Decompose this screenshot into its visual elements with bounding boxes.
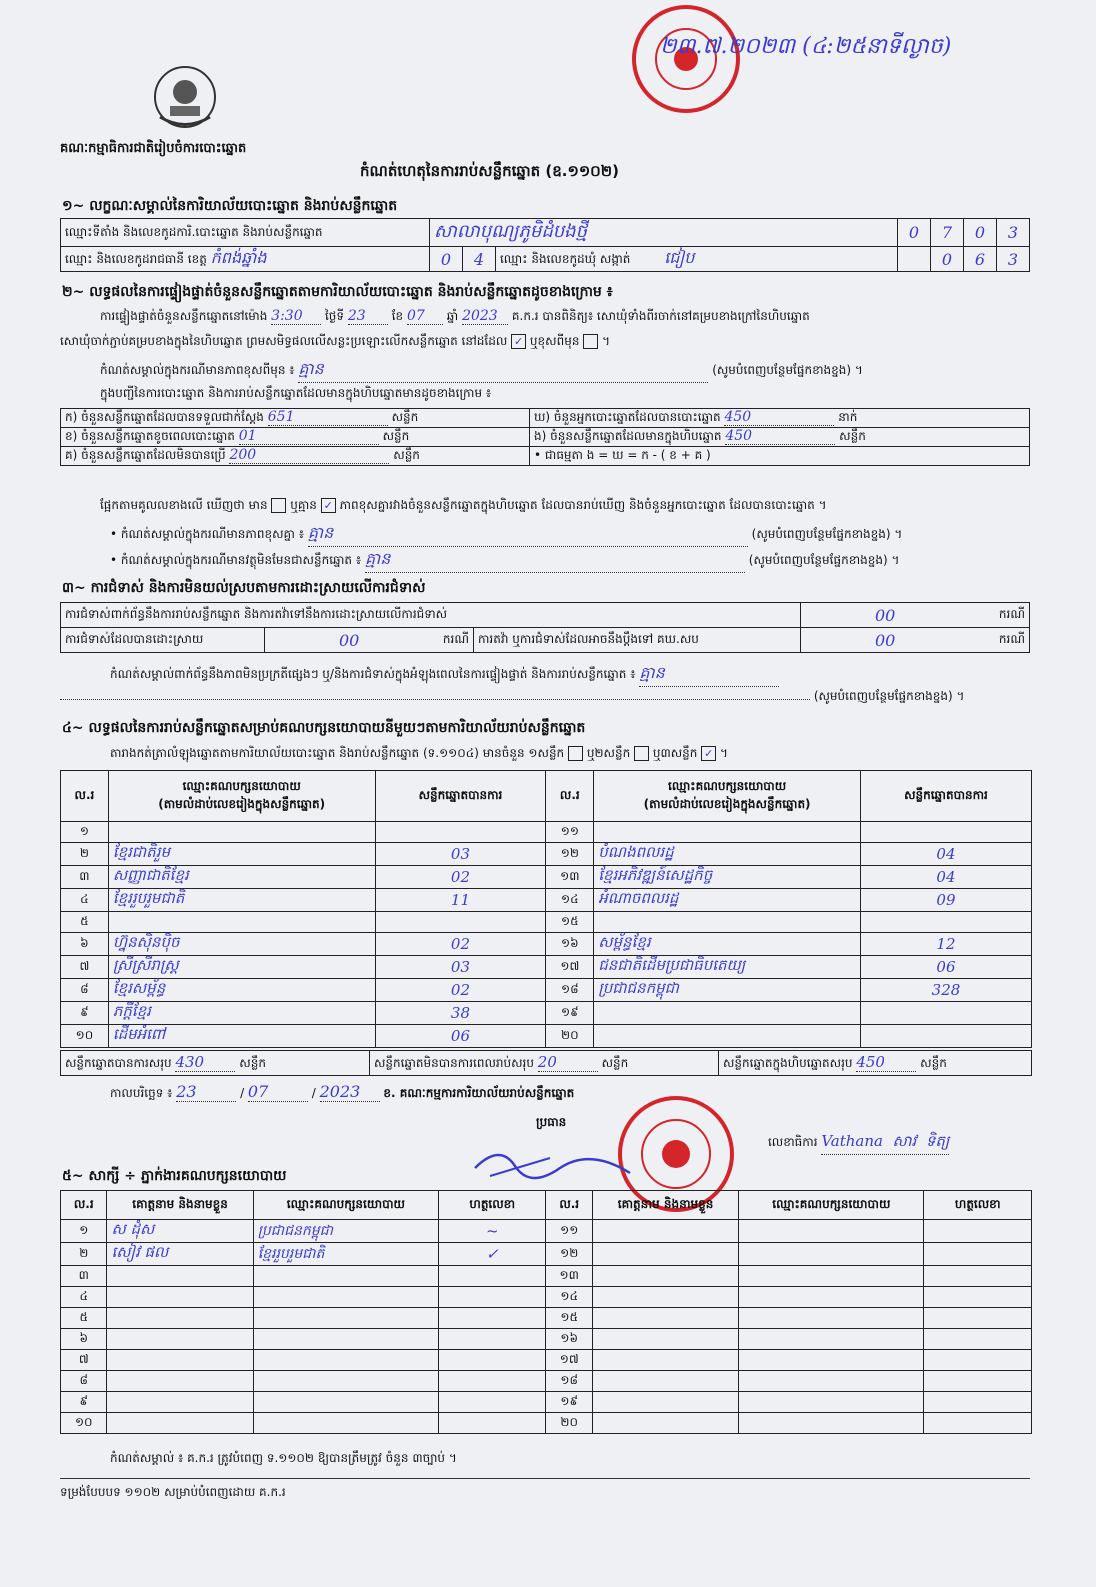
col-votes-right: សន្លឹកឆ្នោតបានការ <box>860 771 1031 822</box>
formula: • ជាធម្មតា ង = ឃ = ក - ( ខ + គ ) <box>534 448 711 462</box>
voters-count: 450 <box>724 409 834 426</box>
witness-party-cell <box>253 1371 438 1392</box>
table-row <box>61 1392 1032 1413</box>
result-no-cell: ១៤ <box>546 889 594 912</box>
result-no-cell: ៧ <box>61 956 109 979</box>
changed-checkbox[interactable] <box>583 334 598 349</box>
result-votes-cell: 328 <box>860 979 1031 1002</box>
commune-code-3: 3 <box>997 247 1030 272</box>
result-party-cell: ហ្វ៊ុនស៊ិនប៉ិច <box>108 933 375 956</box>
witness-sign-cell <box>924 1392 1032 1413</box>
section5-title: ៥~ សាក្សី ÷ ភ្នាក់ងារគណបក្សនយោបាយ <box>62 1168 287 1184</box>
table-row <box>61 1220 1032 1243</box>
non-ballot-note-line: • កំណត់សម្គាល់ក្នុងករណីមានវត្ថុមិនមែនជាសន្លឹកឆ្នោត ៖ គ្មាន (សូមបំពេញបន្ថែមផ្នែកខាងខ្នង) ។ <box>110 548 1030 573</box>
place-code-3: 0 <box>964 219 997 247</box>
invalid-total: 20 <box>538 1053 598 1072</box>
bottom-note: កំណត់សម្គាល់ ៖ គ.ក.រ ត្រូវបំពេញ ទ.១១០២ ឱ្យបានត្រឹមត្រូវ ចំនួន ៣ច្បាប់ ។ <box>110 1451 457 1465</box>
result-votes-cell: 02 <box>375 933 546 956</box>
commune-code-1: 0 <box>931 247 964 272</box>
witness-party-cell <box>739 1266 924 1287</box>
same-checkbox[interactable]: ✓ <box>511 334 526 349</box>
secretary-value: Vathana ​ សាវ ​ ទិត្យ <box>821 1132 949 1155</box>
commune-code-spacer <box>898 247 931 272</box>
objection-row1-value-cell: 00 ករណី <box>801 603 1030 628</box>
witness-sign-cell <box>439 1266 546 1287</box>
witness-no-cell: ៦ <box>61 1329 107 1350</box>
commune-label-cell: ឈ្មោះ និងលេខកូដឃុំ សង្កាត់ ជៀប <box>496 247 898 272</box>
verify-day: 23 <box>348 308 388 325</box>
stamp-annotation: ២៣.៧.២០២៣ (៤:២៥នាទីល្ងាច) <box>660 34 952 59</box>
witness-no-cell: ២០ <box>546 1413 592 1434</box>
date-day: 23 <box>176 1082 236 1102</box>
resolved-count: 00 <box>339 630 360 650</box>
witness-sign-cell <box>439 1329 546 1350</box>
objection-count: 00 <box>875 605 896 625</box>
appeal-count: 00 <box>875 630 896 650</box>
witness-sign-cell <box>924 1220 1032 1243</box>
table-row <box>61 1308 1032 1329</box>
table-row <box>61 933 1032 956</box>
col-no-left: ល.រ <box>61 771 109 822</box>
tally-sheet-line: តារាងកត់ត្រាលំឡុងឆ្នោតតាមការិយាល័យបោះឆ្នោត និងរាប់សន្លឹកឆ្នោត (ទ.១១០៤) មានចំនួន ១សន្លឹក ឬ២សន្លឹក ឬ៣សន្លឹក ✓ ។ <box>110 746 728 760</box>
table-row <box>61 1371 1032 1392</box>
result-votes-cell: 06 <box>860 956 1031 979</box>
date-line: កាលបរិច្ឆេទ ៖ 23 / 07 / 2023 ខ. គណៈកម្មការការិយាល័យរាប់សន្លឹកឆ្នោត <box>110 1082 575 1101</box>
result-votes-cell: 02 <box>375 866 546 889</box>
difference-note-value: គ្មាន <box>308 522 748 547</box>
witness-name-cell <box>107 1266 253 1287</box>
commune-value: ជៀប <box>664 248 695 267</box>
witness-party-cell <box>253 1392 438 1413</box>
witness-name-cell <box>107 1413 253 1434</box>
witness-sign-cell <box>924 1287 1032 1308</box>
witness-name-cell <box>592 1371 738 1392</box>
result-party-cell <box>594 822 861 843</box>
result-no-cell: ៣ <box>61 866 109 889</box>
ballots-in-box: 450 <box>725 428 835 445</box>
witness-party-cell <box>739 1287 924 1308</box>
table-row <box>61 889 1032 912</box>
appeal-value-cell: 00 ករណី <box>801 628 1030 653</box>
result-party-cell: ស្រីស្រីរាស្ត្រ <box>108 956 375 979</box>
difference-note-line: • កំណត់សម្គាល់ក្នុងករណីមានភាពខុសគ្នា ៖ គ្មាន (សូមបំពេញបន្ថែមផ្នែកខាងខ្នង) ។ <box>110 522 1030 547</box>
verify-time: 3:30 <box>271 308 321 325</box>
result-no-cell: ៩ <box>61 1002 109 1025</box>
seal-note-value: គ្មាន <box>298 358 708 383</box>
witness-sign-cell: ~ <box>439 1220 546 1243</box>
witness-name-cell: សៀវ ផល <box>107 1243 253 1266</box>
result-no-cell: ១៦ <box>546 933 594 956</box>
province-code-2: 4 <box>463 247 496 272</box>
result-votes-cell: 11 <box>375 889 546 912</box>
witness-no-cell: ១៩ <box>546 1392 592 1413</box>
w-col-no-right: ល.រ <box>546 1191 592 1220</box>
table-row <box>61 866 1032 889</box>
witness-name-cell <box>592 1308 738 1329</box>
table-row <box>61 956 1032 979</box>
unused-ballots: 200 <box>229 447 389 464</box>
result-party-cell: ភក្ដីខ្មែរ <box>108 1002 375 1025</box>
witness-sign-cell <box>439 1371 546 1392</box>
chair-label: ប្រធាន <box>536 1115 567 1129</box>
witness-party-cell <box>253 1350 438 1371</box>
witness-party-cell <box>739 1392 924 1413</box>
chair-signature <box>470 1138 640 1192</box>
witness-no-cell: ១១ <box>546 1220 592 1243</box>
irregularity-note-line2: (សូមបំពេញបន្ថែមផ្នែកខាងខ្នង) ។ <box>60 688 1030 706</box>
witness-no-cell: ៧ <box>61 1350 107 1371</box>
place-code-2: 7 <box>931 219 964 247</box>
col-party-left: ឈ្មោះគណបក្សនយោបាយ (តាមលំដាប់លេខរៀងក្នុងសន្លឹកឆ្នោត) <box>108 771 375 822</box>
result-party-cell: ប្រជាជនកម្ពុជា <box>594 979 861 1002</box>
date-year: 2023 <box>320 1082 380 1102</box>
witness-party-cell <box>253 1266 438 1287</box>
col-party-right: ឈ្មោះគណបក្សនយោបាយ (តាមលំដាប់លេខរៀងក្នុងសន្លឹកឆ្នោត) <box>594 771 861 822</box>
table-row <box>61 1025 1032 1048</box>
result-no-cell: ៤ <box>61 889 109 912</box>
witness-no-cell: ១០ <box>61 1413 107 1434</box>
witness-sign-cell <box>439 1392 546 1413</box>
result-votes-cell <box>860 912 1031 933</box>
witness-name-cell <box>107 1308 253 1329</box>
result-party-cell: អំណាចពលរដ្ឋ <box>594 889 861 912</box>
result-no-cell: ២០ <box>546 1025 594 1048</box>
witness-party-cell <box>739 1308 924 1329</box>
result-votes-cell: 12 <box>860 933 1031 956</box>
witness-name-cell <box>592 1266 738 1287</box>
result-no-cell: ៨ <box>61 979 109 1002</box>
result-no-cell: ១៩ <box>546 1002 594 1025</box>
objection-table <box>60 602 1030 653</box>
result-votes-cell <box>860 1002 1031 1025</box>
footer-divider <box>60 1478 1030 1479</box>
place-code-4: 3 <box>997 219 1030 247</box>
org-name: គណៈកម្មាធិការជាតិរៀបចំការបោះឆ្នោត <box>60 141 247 156</box>
lock-line: សោឃុំចាក់ភ្ជាប់គម្របខាងក្នុងនៃហិបឆ្នោត ព្រមសមិទ្ធផលលើសន្លះប្រឡោះលើកសន្លឹកឆ្នោត នៅដដែល ✓ ឬខុសពីមុន ។ <box>60 334 610 348</box>
footer-form-id: ទម្រង់បែបបទ ១១០២ សម្រាប់បំពេញដោយ គ.ក.រ <box>60 1485 286 1499</box>
totals-table: សន្លឹកឆ្នោតបានការសរុប 430 សន្លឹក សន្លឹកឆ្នោតមិនបានការពេលរាប់សរុប 20 សន្លឹក សន្លឹកឆ្នោតក្នុងហិបឆ្នោតសរុប 450 សន្លឹក <box>60 1050 1032 1076</box>
result-votes-cell <box>375 912 546 933</box>
commune-code-2: 6 <box>964 247 997 272</box>
witness-party-cell <box>739 1413 924 1434</box>
result-party-cell: ខ្មែររួបរួមជាតិ <box>108 889 375 912</box>
witness-no-cell: ៥ <box>61 1308 107 1329</box>
result-party-cell <box>108 912 375 933</box>
irregularity-note-line: កំណត់សម្គាល់ពាក់ព័ន្ធនឹងភាពមិនប្រក្រតីផ្សេងៗ ឬ/និងការជំទាស់ក្នុងអំឡុងពេលនៃការផ្ទៀងផ្ទាត់ និងការរាប់សន្លឹកឆ្នោត ៖ គ្មាន <box>110 662 1030 687</box>
witness-party-cell <box>253 1413 438 1434</box>
ballot-row: ខ) ចំនួនសន្លឹកឆ្នោតខូចពេលបោះឆ្នោត 01 សន្លឹក ង) ចំនួនសន្លឹកឆ្នោតដែលមានក្នុងហិបឆ្នោត 450 សន្លឹក <box>61 428 1030 447</box>
result-votes-cell <box>860 822 1031 843</box>
witness-no-cell: ១៧ <box>546 1350 592 1371</box>
result-party-cell: បំណងពលរដ្ឋ <box>594 843 861 866</box>
witness-no-cell: ៤ <box>61 1287 107 1308</box>
place-value: សាលាបុណ្យភូមិដំបងថ្មី <box>430 219 898 247</box>
witness-no-cell: ៨ <box>61 1371 107 1392</box>
witness-party-cell <box>739 1371 924 1392</box>
place-label: ឈ្មោះទីតាំង និងលេខកូដការិ.បោះឆ្នោត និងរាប់សន្លឹកឆ្នោត <box>61 219 430 247</box>
witness-sign-cell <box>924 1266 1032 1287</box>
witness-sign-cell <box>439 1308 546 1329</box>
col-votes-left: សន្លឹកឆ្នោតបានការ <box>375 771 546 822</box>
valid-total: 430 <box>175 1053 235 1072</box>
irregularity-note-value: គ្មាន <box>639 662 779 687</box>
witness-no-cell: ១៤ <box>546 1287 592 1308</box>
witness-party-cell <box>253 1329 438 1350</box>
table-row <box>61 1329 1032 1350</box>
form-title: កំណត់ហេតុនៃការរាប់សន្លឹកឆ្នោត (ឧ.១១០២) <box>360 162 620 180</box>
spoiled-ballots: 01 <box>239 428 379 445</box>
table-row <box>61 1350 1032 1371</box>
witness-sign-cell <box>439 1413 546 1434</box>
witness-sign-cell <box>924 1308 1032 1329</box>
section3-title: ៣~ ការជំទាស់ និងការមិនយល់ស្របតាមការដោះស្រាយលើការជំទាស់ <box>62 580 426 596</box>
witness-name-cell: ស ដុំស <box>107 1220 253 1243</box>
witness-no-cell: ១៦ <box>546 1329 592 1350</box>
table-row <box>61 979 1032 1002</box>
result-party-cell <box>594 1002 861 1025</box>
witness-sign-cell <box>439 1350 546 1371</box>
witness-name-cell <box>107 1371 253 1392</box>
w-col-name-right: គោត្តនាម និងនាមខ្លួន <box>592 1191 738 1220</box>
table-row <box>61 822 1032 843</box>
no-difference-checkbox[interactable]: ✓ <box>321 498 336 513</box>
result-no-cell: ១៥ <box>546 912 594 933</box>
witness-party-cell <box>253 1308 438 1329</box>
result-no-cell: ៥ <box>61 912 109 933</box>
secretary-line: លេខាធិការ Vathana ​ សាវ ​ ទិត្យ <box>768 1132 949 1155</box>
result-no-cell: ១ <box>61 822 109 843</box>
witness-party-cell <box>739 1243 924 1266</box>
witness-party-cell: ប្រជាជនកម្ពុជា <box>253 1220 438 1243</box>
result-party-cell: សញ្ញាជាតិខ្មែរ <box>108 866 375 889</box>
witness-sign-cell <box>924 1350 1032 1371</box>
result-votes-cell <box>860 1025 1031 1048</box>
result-no-cell: ២ <box>61 843 109 866</box>
result-votes-cell: 38 <box>375 1002 546 1025</box>
result-votes-cell <box>375 822 546 843</box>
table-row <box>61 1002 1032 1025</box>
result-party-cell: សម្ព័ន្ធខ្មែរ <box>594 933 861 956</box>
table-row <box>61 1413 1032 1434</box>
witness-name-cell <box>592 1243 738 1266</box>
witness-table <box>60 1190 1032 1434</box>
objection-row1-label: ការជំទាស់ពាក់ព័ន្ធនឹងការរាប់សន្លឹកឆ្នោត និងការតវ៉ាទៅនឹងការដោះស្រាយលើការជំទាស់ <box>61 603 801 628</box>
verification-line: ការផ្ទៀងផ្ទាត់ចំនួនសន្លឹកឆ្នោតនៅម៉ោង 3:30 ថ្ងៃទី 23 ខែ 07 ឆ្នាំ 2023 គ.ក.រ បានពិនិត្យ៖ សោឃុំទាំងពីរចាក់នៅគម្របខាងក្រៅនៃហិបឆ្នោត <box>100 308 810 324</box>
result-party-cell <box>108 822 375 843</box>
section2-title: ២~ លទ្ធផលនៃការផ្ទៀងផ្ទាត់ចំនួនសន្លឹកឆ្នោតតាមការិយាល័យបោះឆ្នោត និងរាប់សន្លឹកឆ្នោតដូចខាងក្រោម ៖ <box>62 284 613 300</box>
witness-name-cell <box>592 1392 738 1413</box>
w-col-party-right: ឈ្មោះគណបក្សនយោបាយ <box>739 1191 924 1220</box>
result-no-cell: ១២ <box>546 843 594 866</box>
result-votes-cell: 06 <box>375 1025 546 1048</box>
result-party-cell: ដើមអំពៅ <box>108 1025 375 1048</box>
witness-sign-cell <box>924 1243 1032 1266</box>
witness-no-cell: ៣ <box>61 1266 107 1287</box>
w-col-name-left: គោត្តនាម និងនាមខ្លួន <box>107 1191 253 1220</box>
witness-no-cell: ១៨ <box>546 1371 592 1392</box>
two-sheet-checkbox[interactable] <box>634 746 649 761</box>
date-month: 07 <box>248 1082 308 1102</box>
place-code-1: 0 <box>898 219 931 247</box>
result-votes-cell: 09 <box>860 889 1031 912</box>
witness-name-cell <box>592 1220 738 1243</box>
witness-no-cell: ២ <box>61 1243 107 1266</box>
witness-party-cell <box>739 1220 924 1243</box>
national-emblem <box>150 62 220 132</box>
witness-party-cell <box>739 1350 924 1371</box>
result-votes-cell: 02 <box>375 979 546 1002</box>
has-difference-checkbox[interactable] <box>271 498 286 513</box>
result-no-cell: ១១ <box>546 822 594 843</box>
witness-sign-cell <box>924 1413 1032 1434</box>
province-code-1: 0 <box>430 247 463 272</box>
witness-name-cell <box>592 1413 738 1434</box>
result-no-cell: ១៨ <box>546 979 594 1002</box>
table-row <box>61 1243 1032 1266</box>
result-no-cell: ៦ <box>61 933 109 956</box>
result-no-cell: ១៣ <box>546 866 594 889</box>
section1-title: ១~ លក្ខណៈសម្គាល់នៃការិយាល័យបោះឆ្នោត និងរាប់សន្លឹកឆ្នោត <box>62 198 398 214</box>
result-party-cell <box>594 1025 861 1048</box>
witness-sign-cell <box>924 1371 1032 1392</box>
witness-name-cell <box>592 1287 738 1308</box>
party-results-table <box>60 770 1032 1048</box>
province-value: កំពង់ឆ្នាំង <box>210 248 267 267</box>
non-ballot-note-value: គ្មាន <box>365 548 745 573</box>
result-votes-cell: 04 <box>860 843 1031 866</box>
seal-note-line: កំណត់សម្គាល់ក្នុងករណីមានភាពខុសពីមុន ៖ គ្មាន (សូមបំពេញបន្ថែមផ្នែកខាងខ្នង) ។ <box>100 358 1030 383</box>
province-label-cell: ឈ្មោះ និងលេខកូដរាជធានី ខេត្ត កំពង់ឆ្នាំង <box>61 247 430 272</box>
appeal-label: ការតវ៉ា ឬការជំទាស់ដែលអាចនឹងប្ដឹងទៅ គឃ.សប <box>474 628 801 653</box>
box-total: 450 <box>856 1053 916 1072</box>
resolved-value-cell: 00 ករណី <box>265 628 474 653</box>
result-party-cell: ខ្មែរជាតិរួម <box>108 843 375 866</box>
witness-no-cell: ១២ <box>546 1243 592 1266</box>
result-votes-cell: 03 <box>375 843 546 866</box>
witness-name-cell <box>107 1329 253 1350</box>
witness-sign-cell <box>439 1287 546 1308</box>
witness-name-cell <box>107 1287 253 1308</box>
witness-name-cell <box>592 1329 738 1350</box>
received-ballots: 651 <box>268 409 388 426</box>
witness-name-cell <box>107 1392 253 1413</box>
section1-table <box>60 218 1030 272</box>
result-party-cell: ជនជាតិដើមប្រជាធិបតេយ្យ <box>594 956 861 979</box>
witness-party-cell <box>253 1287 438 1308</box>
w-col-no-left: ល.រ <box>61 1191 107 1220</box>
result-party-cell: ខ្មែរអភិវឌ្ឍន៍សេដ្ឋកិច្ច <box>594 866 861 889</box>
ballot-count-table <box>60 408 1030 466</box>
w-col-party-left: ឈ្មោះគណបក្សនយោបាយ <box>253 1191 438 1220</box>
witness-no-cell: ១៥ <box>546 1308 592 1329</box>
witness-name-cell <box>592 1350 738 1371</box>
table-row <box>61 843 1032 866</box>
witness-no-cell: ១៣ <box>546 1266 592 1287</box>
resolved-label: ការជំទាស់ដែលបានដោះស្រាយ <box>61 628 265 653</box>
witness-no-cell: ១ <box>61 1220 107 1243</box>
w-col-sign-left: ហត្ថលេខា <box>439 1191 546 1220</box>
verify-year: 2023 <box>462 308 508 325</box>
ballot-row: ក) ចំនួនសន្លឹកឆ្នោតដែលបានទទួលជាក់ស្តែង 651 សន្លឹក ឃ) ចំនួនអ្នកបោះឆ្នោតដែលបានបោះឆ្នោត 450 នាក់ <box>61 409 1030 428</box>
table-row <box>61 912 1032 933</box>
table-row <box>61 1287 1032 1308</box>
w-col-sign-right: ហត្ថលេខា <box>924 1191 1032 1220</box>
list-intro: ក្នុងបញ្ជីនៃការបោះឆ្នោត និងការរាប់សន្លឹកឆ្នោតដែលមានក្នុងហិបឆ្នោតមានដូចខាងក្រោម ៖ <box>100 386 492 400</box>
witness-sign-cell <box>924 1329 1032 1350</box>
one-sheet-checkbox[interactable] <box>568 746 583 761</box>
col-no-right: ល.រ <box>546 771 594 822</box>
three-sheet-checkbox[interactable]: ✓ <box>701 746 716 761</box>
witness-name-cell <box>107 1350 253 1371</box>
result-no-cell: ១០ <box>61 1025 109 1048</box>
result-party-cell <box>594 912 861 933</box>
result-no-cell: ១៧ <box>546 956 594 979</box>
ballot-row: គ) ចំនួនសន្លឹកឆ្នោតដែលមិនបានប្រើ 200 សន្លឹក • ជាធម្មតា ង = ឃ = ក - ( ខ + គ ) <box>61 447 1030 466</box>
witness-party-cell <box>739 1329 924 1350</box>
result-votes-cell: 04 <box>860 866 1031 889</box>
section4-title: ៤~ លទ្ធផលនៃការរាប់សន្លឹកឆ្នោតសម្រាប់គណបក្សនយោបាយនីមួយៗតាមការិយាល័យរាប់សន្លឹកឆ្នោត <box>62 720 586 736</box>
witness-party-cell: ខ្មែររួបរួមជាតិ <box>253 1243 438 1266</box>
result-party-cell: ខ្មែរសម្ព័ន្ធ <box>108 979 375 1002</box>
witness-no-cell: ៩ <box>61 1392 107 1413</box>
result-votes-cell: 03 <box>375 956 546 979</box>
difference-line: ផ្អែកតាមគូលលខាងលើ ឃើញថា មាន ឬគ្មាន ✓ ភាពខុសគ្នារវាងចំនួនសន្លឹកឆ្នោតក្នុងហិបឆ្នោត ដែលបានរាប់ឃើញ និងចំនួនអ្នកបោះឆ្នោត ដែលបានបោះឆ្នោត ។ <box>100 498 827 512</box>
verify-month: 07 <box>407 308 443 325</box>
table-row <box>61 1266 1032 1287</box>
witness-sign-cell: ✓ <box>439 1243 546 1266</box>
